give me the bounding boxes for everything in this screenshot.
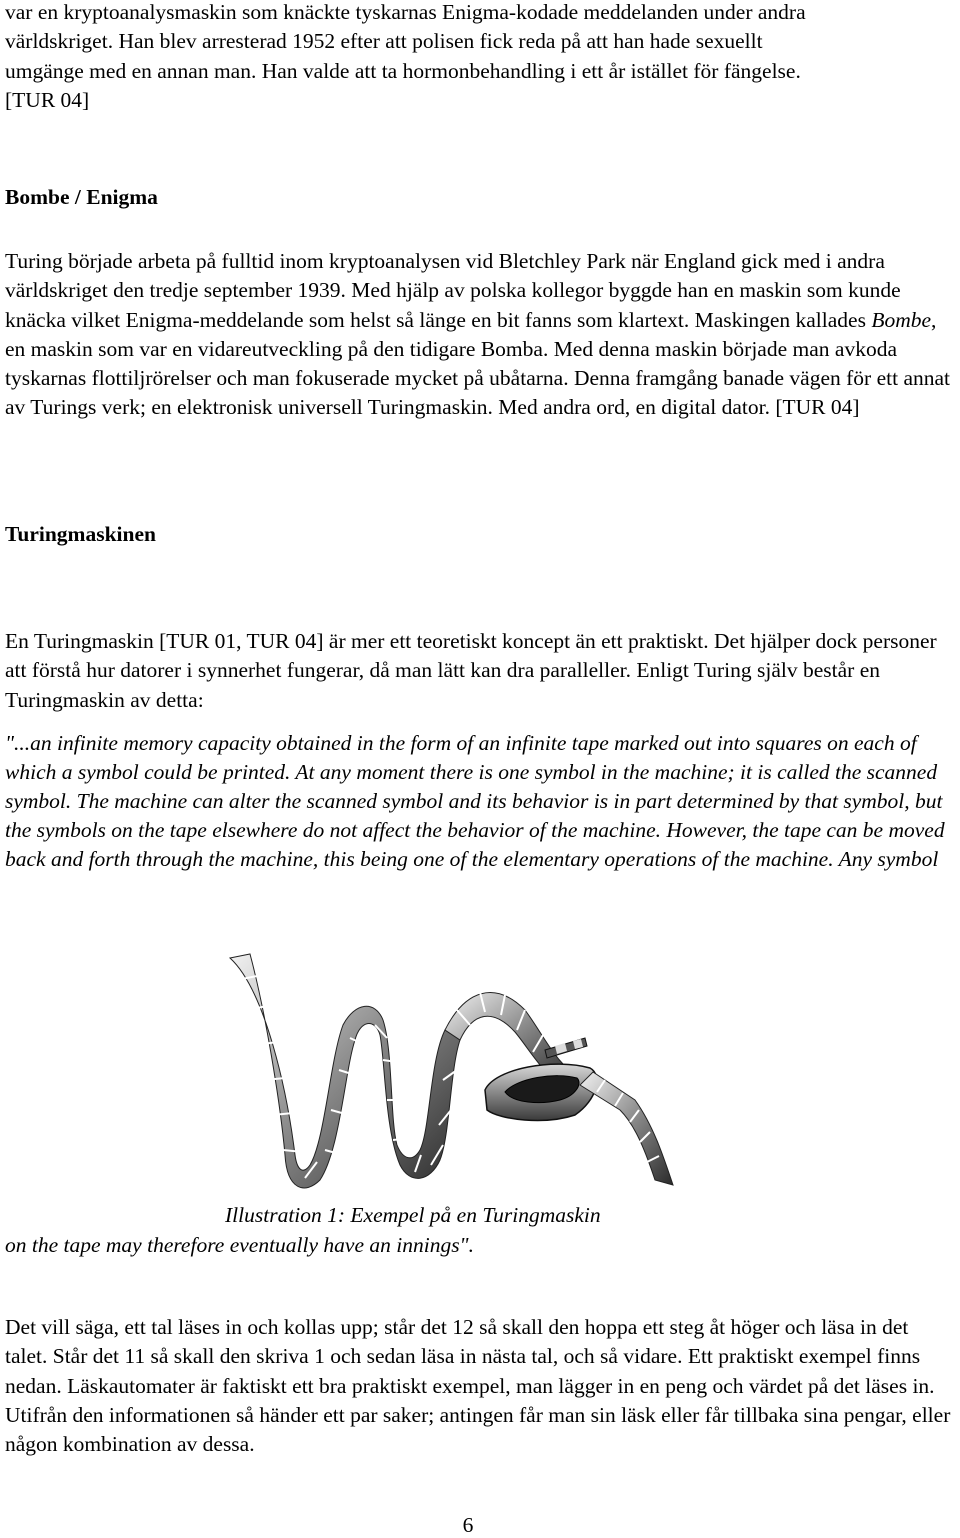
section-heading-turingmaskinen: Turingmaskinen (5, 522, 156, 546)
turing-machine-illustration (225, 950, 675, 1200)
tape-top-right (545, 1038, 587, 1058)
turing-quote: "...an infinite memory capacity obtained in the form of an infinite tape marked out into squares on each of which a symbol could be printed. At any moment there is one symbol in the machine; it is called the scanned symbol. The machine can alter the scanned symbol and its behavior is in part determined by that symbol, but the symbols on the tape elsewhere do not affect the behavior of the machine. However, the tape can be moved back and forth through the machine, this being one of the elementary operations of the machine. Any symbol (5, 731, 945, 871)
page-number: 6 (462, 1513, 474, 1537)
figure-caption: Illustration 1: Exempel på en Turingmaskin (225, 1203, 601, 1227)
turingmaskinen-paragraph: En Turingmaskin [TUR 01, TUR 04] är mer ett teoretiskt koncept än ett praktiskt. Det hjälper dock personer att förstå hur datorer i synnerhet fungerar, då man lätt kan dra paralleller. Enligt Turing själv består en Turingmaskin av detta: (5, 629, 937, 712)
turing-quote-end: on the tape may therefore eventually have an innings". (5, 1233, 474, 1257)
intro-line-2: världskriget. Han blev arresterad 1952 efter att polisen fick reda på att han hade sexuellt (5, 29, 763, 54)
tape-lower-strip (580, 1072, 673, 1185)
intro-line-4: [TUR 04] (5, 87, 90, 112)
intro-paragraph (5, 0, 955, 115)
section-heading-bombe: Bombe / Enigma (5, 185, 158, 209)
bombe-paragraph (5, 247, 955, 423)
intro-line-1: var en kryptoanalysmaskin som knäckte tyskarnas Enigma-kodade meddelanden under andra (5, 0, 806, 24)
turing-machine-figure (225, 950, 675, 1200)
bombe-text-a: Turing började arbeta på fulltid inom kryptoanalysen vid Bletchley Park när England gick med i andra världskriget den tredje september 1939. Med hjälp av polska kollegor byggde han en maskin som kunde knäcka vilket Enigma-meddelande som helst så länge en bit fanns som klartext. Maskingen kallades (5, 249, 901, 332)
bombe-term: Bombe (871, 307, 932, 332)
intro-line-3: umgänge med en annan man. Han valde att ta hormonbehandling i ett år istället för fängelse. (5, 58, 801, 83)
bombe-text-b: , en maskin som var en vidareutveckling på den tidigare Bomba. Med denna maskin började man avkoda tyskarnas flottiljrörelser och man fokuserade mycket på ubåtarna. Denna framgång banade vägen för ett annat av Turings verk; en elektronisk universell Turingmaskin. Med andra ord, en digital dator. [TUR 04] (5, 307, 951, 420)
soda-machine-paragraph: Det vill säga, ett tal läses in och kollas upp; står det 12 så skall den hoppa ett steg åt höger och läsa in det talet. Står det 11 så skall den skriva 1 och sedan läsa in nästa tal, och så vidare. Ett praktiskt exempel finns nedan. Läskautomater är faktiskt ett bra praktiskt exempel, man lägger in en peng och värdet på det läses in. Utifrån den informationen så händer ett par saker; antingen får man sin läsk eller får tillbaka sina pengar, eller någon kombination av dessa. (5, 1315, 951, 1457)
